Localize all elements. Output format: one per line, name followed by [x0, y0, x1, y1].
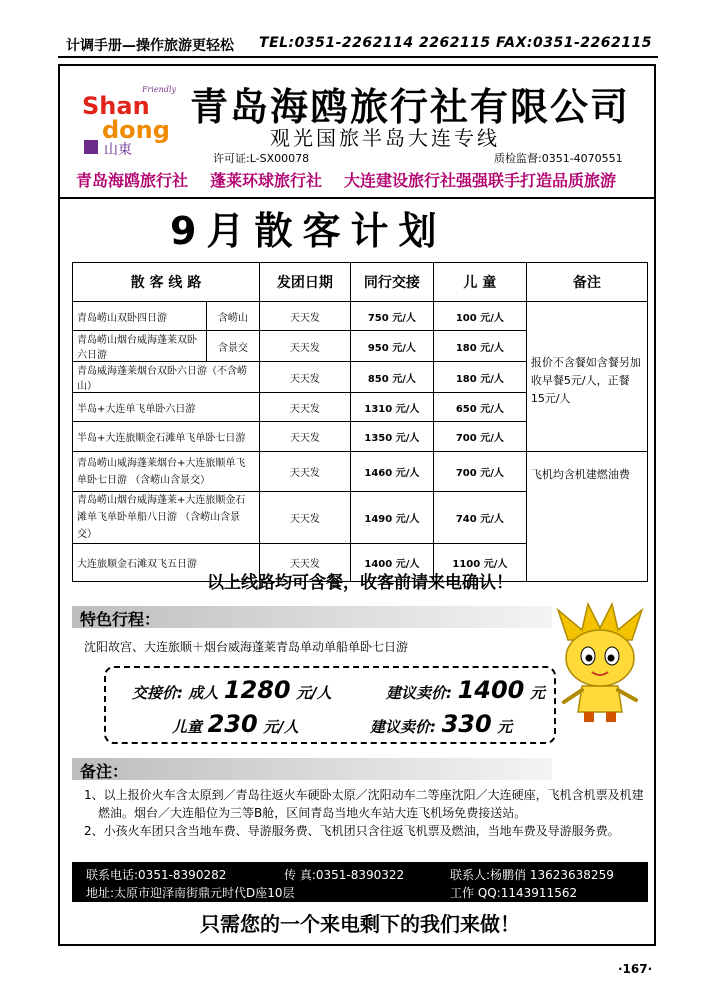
route-child-price: 180 元/人 [433, 331, 526, 362]
route-price: 1460 元/人 [350, 452, 433, 492]
meal-note-text: 报价不含餐如含餐另加收早餐5元/人，正餐15元/人 [530, 356, 641, 405]
route-name: 青岛威海蓬莱烟台双卧六日游（不含崂山） [73, 362, 260, 393]
route-name: 大连旅顺金石滩双飞五日游 [73, 544, 260, 582]
header-route: 散 客 线 路 [73, 263, 260, 302]
feature-heading-bar [72, 606, 552, 628]
route-name: 青岛崂山双卧四日游 [73, 302, 207, 331]
slogan-part3: 大连建设旅行社强强联手打造品质旅游 [344, 171, 617, 190]
route-date: 天天发 [259, 302, 350, 331]
route-price: 950 元/人 [350, 331, 433, 362]
child-price-value: 230 [207, 710, 258, 738]
mascot-body-icon [578, 686, 622, 712]
route-date: 天天发 [259, 544, 350, 582]
quality-supervision: 质检监督:0351-4070551 [494, 152, 623, 165]
adult-suggested-label: 建议卖价: [386, 684, 452, 702]
route-child-price: 100 元/人 [433, 302, 526, 331]
mascot-face-icon [566, 630, 634, 686]
partner-slogan [72, 164, 656, 196]
header-date: 发团日期 [259, 263, 350, 302]
header-price: 同行交接 [350, 263, 433, 302]
header-left-text: 计调手册—操作旅游更轻松 [66, 38, 234, 54]
table-header-row [73, 263, 648, 302]
route-price: 750 元/人 [350, 302, 433, 331]
contact-fax: 传 真:0351-8390322 [284, 868, 405, 882]
route-date: 天天发 [259, 393, 350, 422]
contact-phone: 联系电话:0351-8390282 [86, 868, 227, 882]
route-child-price: 740 元/人 [433, 492, 526, 544]
contact-qq: 工作 QQ:1143911562 [450, 886, 578, 900]
logo-seal-icon [84, 140, 98, 154]
price-box [104, 666, 556, 744]
child-price-line [172, 710, 299, 738]
child-price-unit: 元/人 [263, 718, 299, 736]
logo-friendly-text: Friendly [142, 85, 177, 94]
route-name: 青岛崂山烟台威海蓬莱+大连旅顺金石滩单飞单卧单船八日游 （含崂山含景交） [73, 492, 260, 544]
route-price: 1400 元/人 [350, 544, 433, 582]
logo-chinese-text: 山東 [104, 142, 132, 158]
adult-price-value: 1280 [223, 676, 291, 704]
route-name: 半岛+大连旅顺金石滩单飞单卧七日游 [73, 422, 260, 452]
plan-title: 9月散客计划 [170, 209, 447, 253]
route-price: 850 元/人 [350, 362, 433, 393]
route-child-price: 1100 元/人 [433, 544, 526, 582]
notes-list [84, 786, 644, 840]
confirm-notice: 以上线路均可含餐，收客前请来电确认！ [207, 573, 513, 593]
logo-shan-text: Shan [82, 92, 150, 120]
route-child-price: 180 元/人 [433, 362, 526, 393]
table-row [73, 302, 648, 331]
route-table [72, 262, 648, 582]
route-child-price: 700 元/人 [433, 452, 526, 492]
child-price-label: 儿童 [172, 718, 203, 736]
route-name: 青岛崂山威海蓬莱烟台+大连旅顺单飞单卧七日游 （含崂山含景交） [73, 452, 260, 492]
child-suggested-label: 建议卖价: [370, 718, 436, 736]
route-date: 天天发 [259, 452, 350, 492]
company-name: 青岛海鸥旅行社有限公司 [190, 85, 631, 129]
header-contact-text: TEL:0351-2262114 2262115 FAX:0351-2262115 [259, 35, 652, 51]
child-suggested-value: 330 [441, 710, 492, 738]
route-date: 天天发 [259, 422, 350, 452]
page-number: ·167· [618, 962, 653, 976]
route-price: 1310 元/人 [350, 393, 433, 422]
notes-heading: 备注： [80, 762, 129, 781]
logo-dong-text: dong [102, 116, 170, 144]
route-date: 天天发 [259, 331, 350, 362]
feature-route: 沈阳故宫、大连旅顺＋烟台威海蓬莱青岛单动单船单卧七日游 [84, 640, 409, 654]
shandong-logo [78, 80, 178, 160]
top-header-bar [58, 30, 658, 58]
adult-suggested-unit: 元 [529, 684, 545, 702]
table-row [73, 452, 648, 492]
route-date: 天天发 [259, 362, 350, 393]
route-child-price: 700 元/人 [433, 422, 526, 452]
slogan-part2: 蓬莱环球旅行社 [210, 171, 323, 190]
route-child-price: 650 元/人 [433, 393, 526, 422]
mascot-illustration [548, 600, 652, 724]
adult-price-unit: 元/人 [296, 684, 332, 702]
header-child: 儿 童 [433, 263, 526, 302]
note-item-1: 1、以上报价火车含太原到／青岛往返火车硬卧太原／沈阳动车二等座沈阳／大连硬座，飞机含机票及机建燃油。烟台／大连船位为三等B舱，区间青岛当地火车站大连飞机场免费接送站。 [84, 788, 644, 820]
child-suggested-line [370, 710, 512, 738]
contact-address: 地址:太原市迎泽南街鼎元时代D座10层 [86, 886, 295, 900]
route-name: 半岛+大连单飞单卧六日游 [73, 393, 260, 422]
adult-suggested-value: 1400 [457, 676, 525, 704]
meal-note [526, 302, 647, 452]
slogan-part1: 青岛海鸥旅行社 [76, 171, 189, 190]
route-tag: 含崂山 [206, 302, 259, 331]
company-subtitle: 观光国旅半岛大连专线 [270, 126, 500, 150]
flight-note-text: 飞机均含机建燃油费 [530, 468, 630, 481]
header-note: 备注 [526, 263, 647, 302]
license-number: 许可证:L-SX00078 [213, 152, 310, 165]
contact-person: 联系人:杨鹏俏 13623638259 [450, 868, 614, 882]
notes-heading-bar [72, 758, 552, 780]
route-date: 天天发 [259, 492, 350, 544]
tagline: 只需您的一个来电剩下的我们来做！ [200, 912, 520, 936]
flight-note [526, 452, 647, 582]
contact-bar [72, 862, 648, 902]
child-suggested-unit: 元 [497, 718, 513, 736]
feature-heading: 特色行程： [80, 610, 161, 629]
route-price: 1350 元/人 [350, 422, 433, 452]
adult-suggested-line [386, 676, 545, 704]
divider [58, 197, 656, 199]
route-tag: 含景交 [206, 331, 259, 362]
route-name: 青岛崂山烟台威海蓬莱双卧六日游 [73, 331, 207, 362]
adult-price-line [132, 676, 332, 704]
note-item-2: 2、小孩火车团只含当地车费、导游服务费、飞机团只含往返飞机票及燃油，当地车费及导游服务费。 [84, 824, 620, 838]
adult-price-label: 交接价: 成人 [132, 684, 219, 702]
route-price: 1490 元/人 [350, 492, 433, 544]
